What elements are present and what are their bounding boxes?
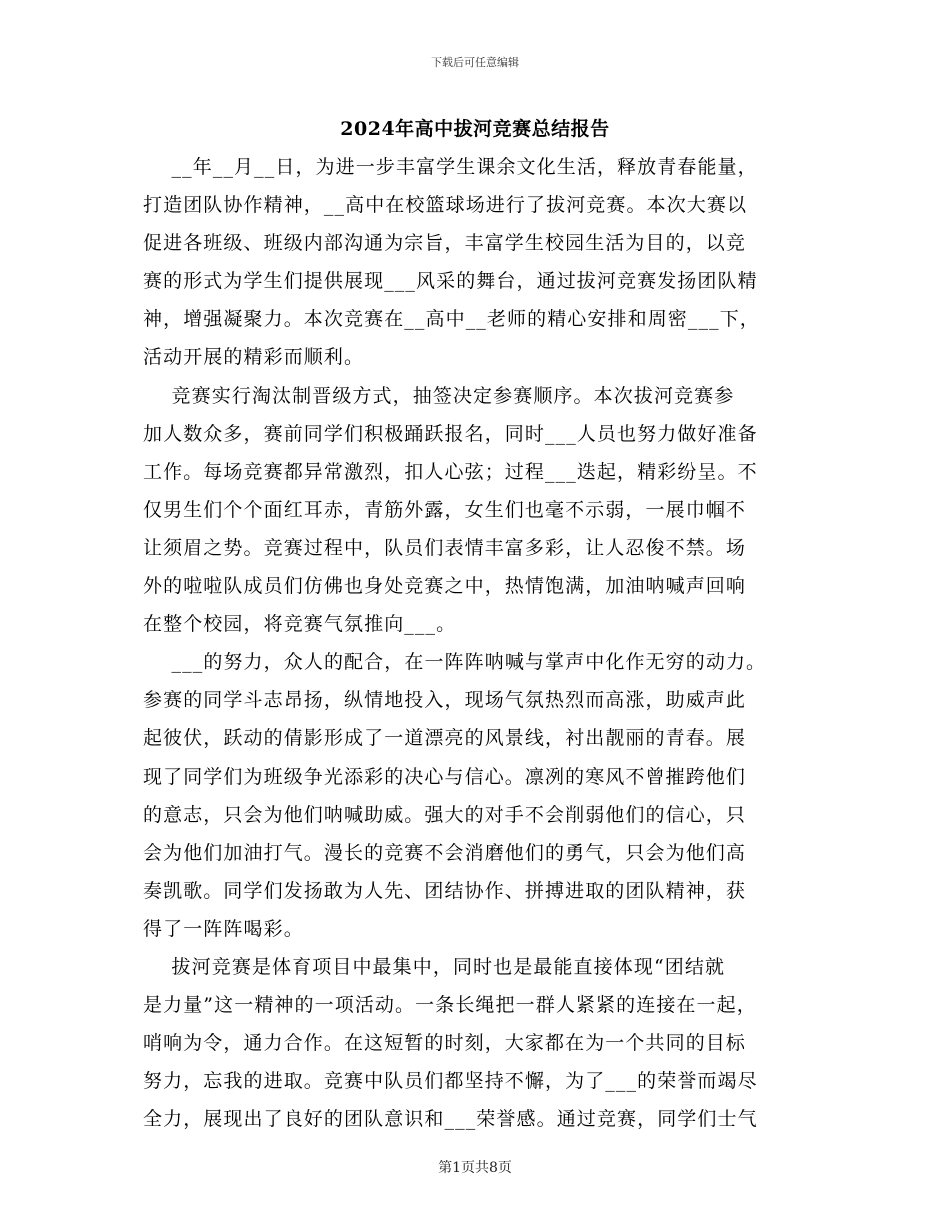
page-number-footer: 第1页共8页	[438, 1160, 512, 1176]
header-note: 下载后可任意编辑	[431, 56, 519, 69]
text-line: 得了一阵阵喝彩。	[143, 917, 304, 940]
text-line: 现了同学们为班级争光添彩的决心与信心。凛冽的寒风不曾摧跨他们	[143, 765, 747, 788]
text-line: 会为他们加油打气。漫长的竞赛不会消磨他们的勇气，只会为他们高	[143, 841, 747, 864]
text-line: 奏凯歌。同学们发扬敢为人先、团结协作、拼搏进取的团队精神，获	[143, 879, 747, 902]
text-line: 活动开展的精彩而顺利。	[143, 346, 365, 369]
text-line: 拔河竞赛是体育项目中最集中，同时也是最能直接体现“团结就	[143, 955, 726, 978]
text-line: 参赛的同学斗志昂扬，纵情地投入，现场气氛热烈而高涨，助威声此	[143, 689, 747, 712]
text-line: __年__月__日，为进一步丰富学生课余文化生活，释放青春能量，	[143, 156, 758, 178]
text-line: 打造团队协作精神，__高中在校篮球场进行了拔河竞赛。本次大赛以	[143, 194, 748, 217]
document-body	[143, 148, 803, 1138]
text-line: 外的啦啦队成员们仿佛也身处竞赛之中，热情饱满，加油呐喊声回响	[143, 575, 747, 598]
text-line: 努力，忘我的进取。竞赛中队员们都坚持不懈，为了___的荣誉而竭尽	[143, 1070, 758, 1093]
text-line: 的意志，只会为他们呐喊助威。强大的对手不会削弱他们的信心，只	[143, 803, 747, 826]
text-line: 全力，展现出了良好的团队意识和___荣誉感。通过竞赛，同学们士气	[143, 1108, 758, 1131]
text-line: 哨响为令，通力合作。在这短暂的时刻，大家都在为一个共同的目标	[143, 1032, 747, 1055]
text-line: 神，增强凝聚力。本次竞赛在__高中__老师的精心安排和周密___下，	[143, 308, 760, 331]
text-line: 在整个校园，将竞赛气氛推向___。	[143, 613, 457, 636]
text-line: 加人数众多，赛前同学们积极踊跃报名，同时___人员也努力做好准备	[143, 422, 758, 445]
text-line: 是力量”这一精神的一项活动。一条长绳把一群人紧紧的连接在一起，	[143, 994, 757, 1017]
document-title: 2024年高中拔河竞赛总结报告	[340, 118, 610, 140]
text-line: 赛的形式为学生们提供展现___风采的舞台，通过拔河竞赛发扬团队精	[143, 270, 758, 293]
text-line: ___的努力，众人的配合，在一阵阵呐喊与掌声中化作无穷的动力。	[143, 651, 767, 674]
text-line: 仅男生们个个面红耳赤，青筋外露，女生们也毫不示弱，一展巾帼不	[143, 498, 747, 521]
text-line: 促进各班级、班级内部沟通为宗旨，丰富学生校园生活为目的，以竞	[143, 232, 747, 255]
text-line: 工作。每场竞赛都异常激烈，扣人心弦；过程___迭起，精彩纷呈。不	[143, 460, 758, 483]
text-line: 起彼伏，跃动的倩影形成了一道漂亮的风景线，衬出靓丽的青春。展	[143, 727, 747, 750]
text-line: 让须眉之势。竞赛过程中，队员们表情丰富多彩，让人忍俊不禁。场	[143, 536, 747, 559]
text-line: 竞赛实行淘汰制晋级方式，抽签决定参赛顺序。本次拔河竞赛参	[143, 384, 735, 407]
